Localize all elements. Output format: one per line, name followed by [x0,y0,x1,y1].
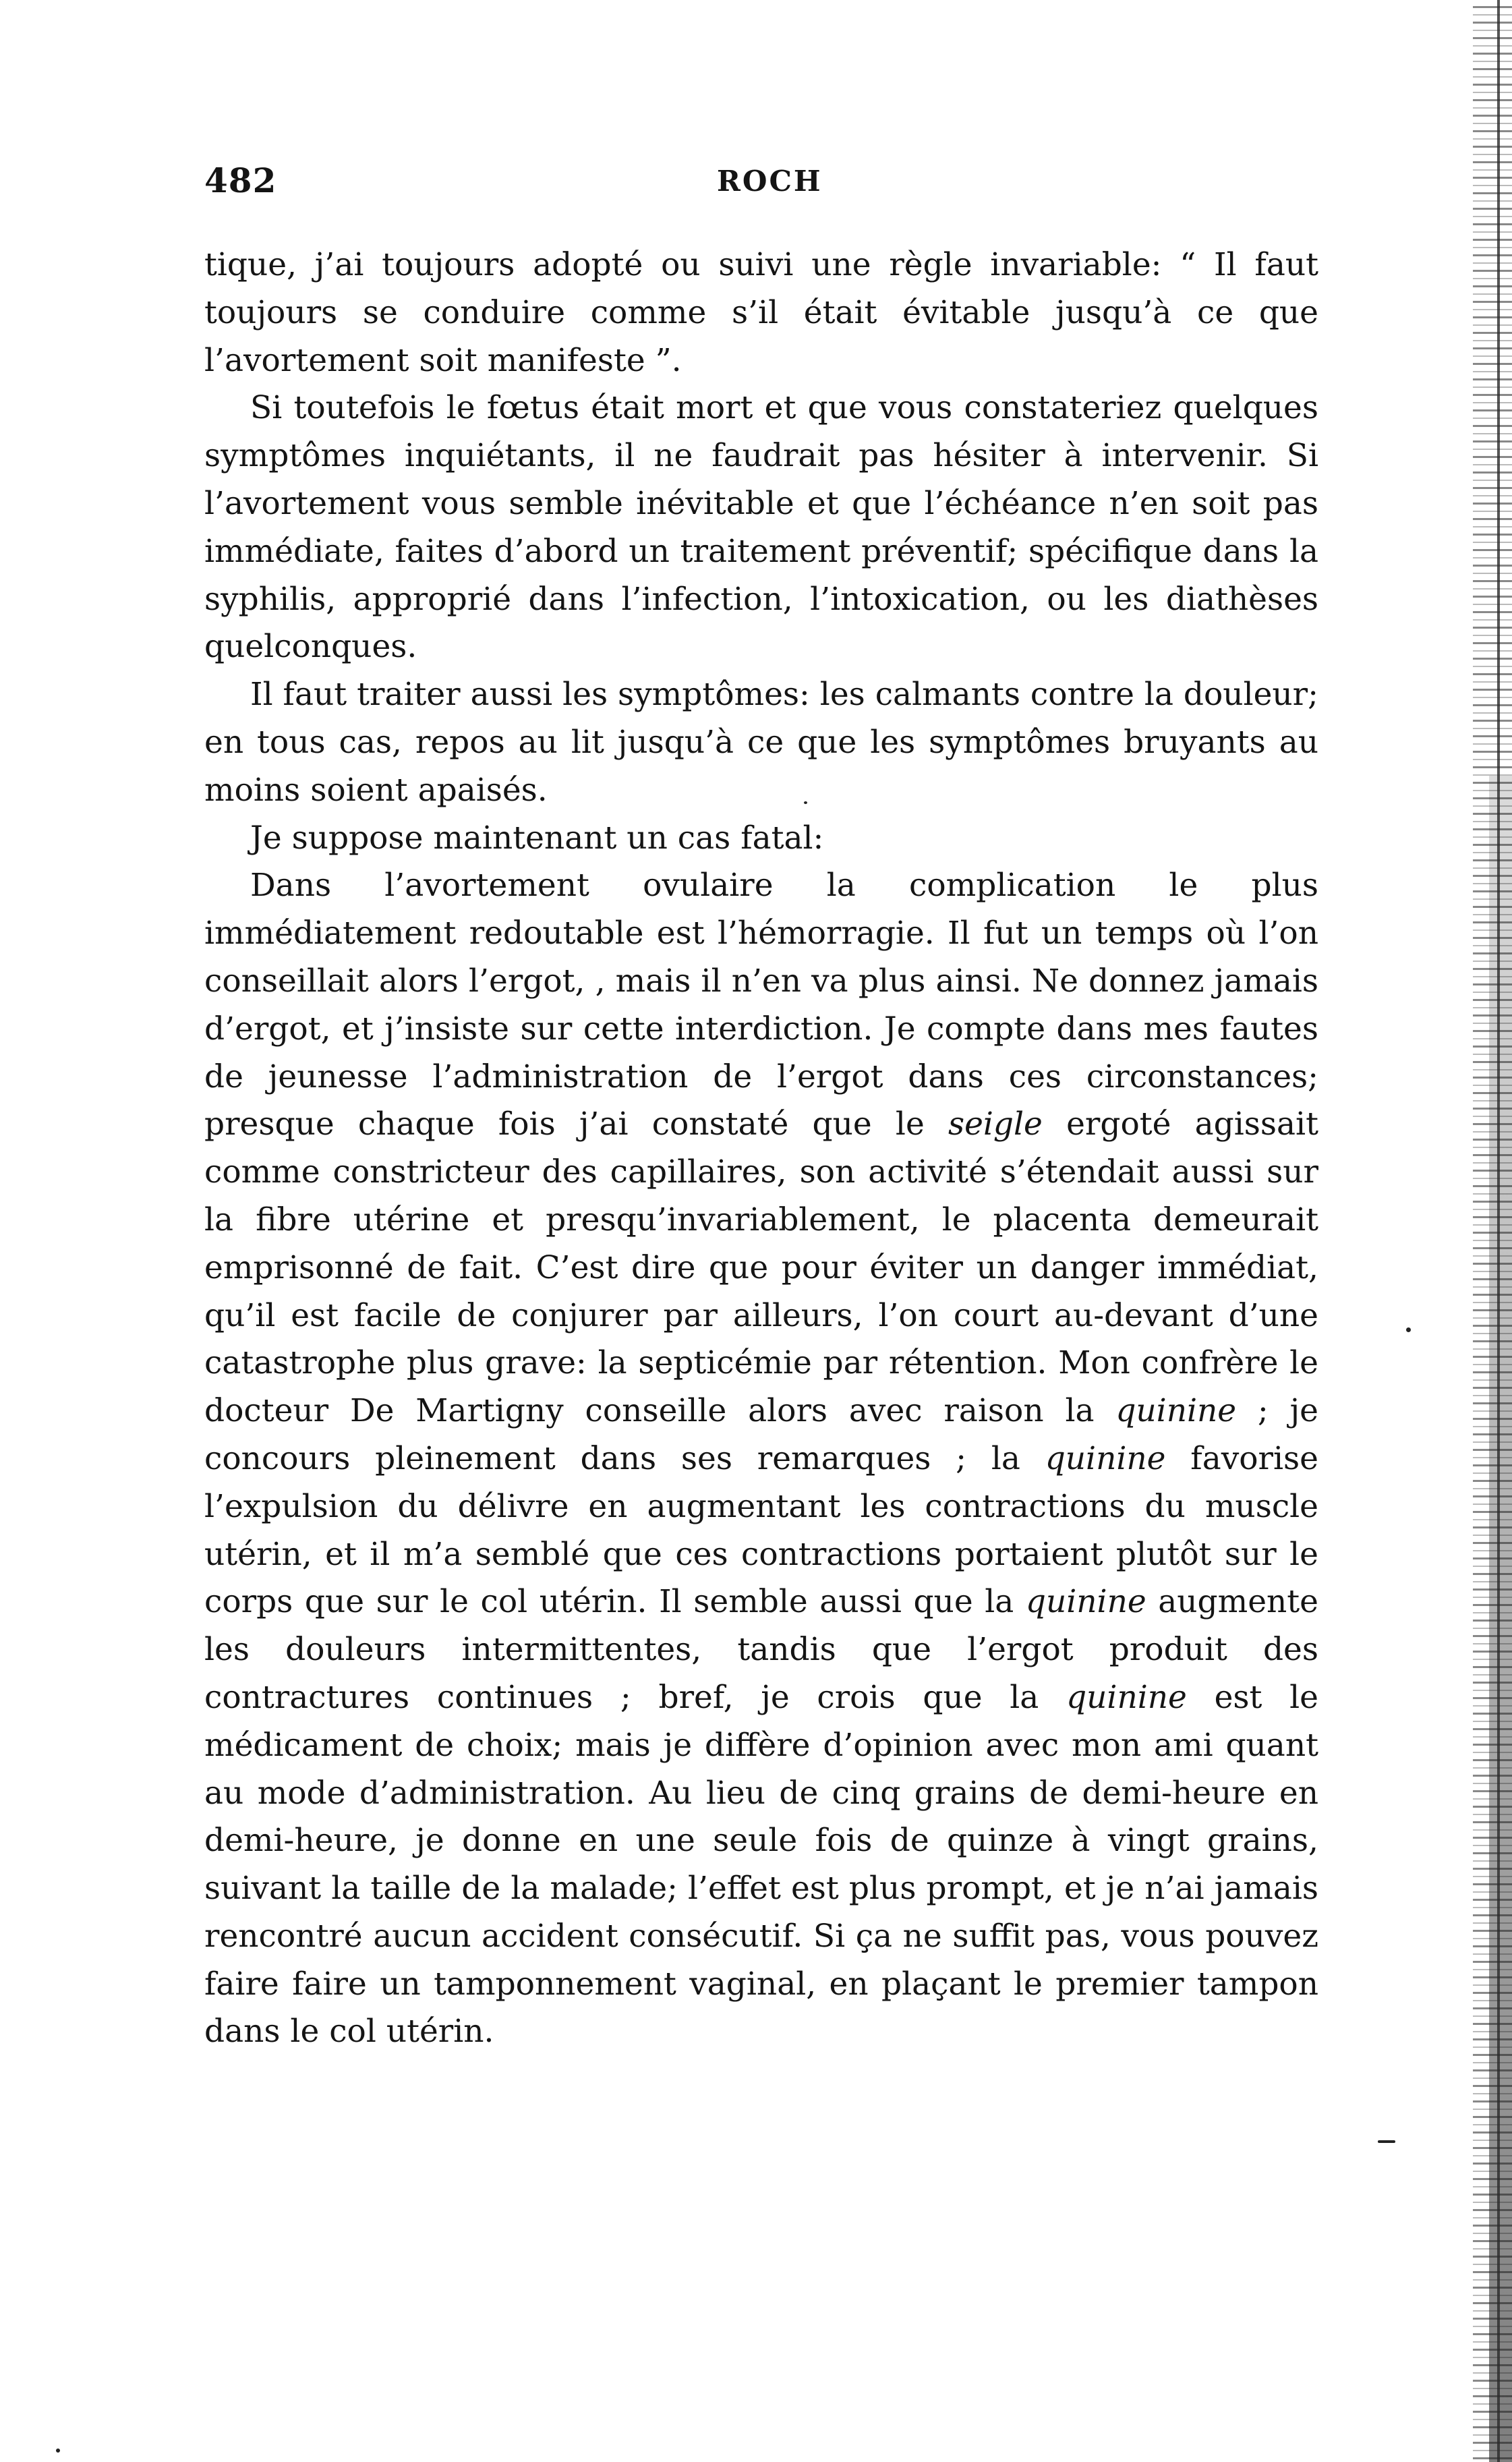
text-run: ; je concours pleinement dans ses remarques ; la [204,1392,1318,1477]
italic-term: quinine [1066,1678,1187,1716]
scan-speck [804,801,807,804]
page-number: 482 [204,161,277,200]
text-run: Si toutefois le fœtus était mort et que vous constateriez quelques symptômes inquiétants, il ne faudrait pas hésiter à intervenir. Si l’avortement vous semble inévitable et que l’échéance n’en soit pas immédiate, faites d’abord un traitement préventif; spécifique dans la syphilis, approprié dans l’infection, l’intoxication, ou les diathèses quelconques. [204,389,1318,666]
scan-speck [56,2449,60,2453]
italic-term: quinine [1115,1392,1237,1430]
italic-term: quinine [1025,1583,1146,1621]
text-run: favorise l’expulsion du délivre en augmentant les contractions du muscle utérin, et il m’a semblé que ces contractions portaient plutôt sur le corps que sur le col utérin. Il semble aussi que la [204,1439,1318,1621]
text-run: ergoté agissait comme constricteur des capillaires, son activité s’étendait aussi sur la fibre utérine et presqu’invariablement, le placenta demeurait emprisonné de fait. C’est dire que pour éviter un danger immédiat, qu’il est facile de conjurer par ailleurs, l’on court au-devant d’une catastrophe plus grave: la septicémie par rétention. Mon confrère le docteur De Martigny conseille alors avec raison la [204,1106,1318,1430]
binding-shadow [1489,776,1512,2462]
text-run: Dans l’avortement ovulaire la complication le plus immédiatement redoutable est l’hémorragie. Il fut un temps où l’on conseillait alors l’ergot, , mais il n’en va plus ainsi. Ne donnez jamais d’ergot, et j’insiste sur cette interdiction. Je compte dans mes fautes de jeunesse l’administration de l’ergot dans ces circonstances; presque chaque fois j’ai constaté que le [204,867,1318,1143]
paragraph [204,241,1318,384]
italic-term: quinine [1045,1439,1166,1477]
text-run: augmente les douleurs intermittentes, tandis que l’ergot produit des contractures continues ; bref, je crois que la [204,1583,1319,1716]
text-run: Il faut traiter aussi les symptômes: les calmants contre la douleur; en tous cas, repos au lit jusqu’à ce que les symptômes bruyants au moins soient apaisés. [204,676,1318,809]
text-run: tique, j’ai toujours adopté ou suivi une règle invariable: “ Il faut toujours se conduire comme s’il était évitable jusqu’à ce que l’avortement soit manifeste ”. [204,246,1318,379]
paragraph [204,384,1318,671]
text-run: est le médicament de choix; mais je diffère d’opinion avec mon ami quant au mode d’administration. Au lieu de cinq grains de demi-heure en demi-heure, je donne en une seule fois de quinze à vingt grains, suivant la taille de la malade; l’effet est plus prompt, et je n’ai jamais rencontré aucun accident consécutif. Si ça ne suffit pas, vous pouvez faire faire un tamponnement vaginal, en plaçant le premier tampon dans le col utérin. [204,1678,1318,2051]
paragraph [204,862,1318,2056]
body-text [204,241,1318,2056]
paragraph [204,815,1318,863]
scan-speck [1378,2140,1395,2143]
binding-line [1497,0,1500,2462]
text-run: Je suppose maintenant un cas fatal: [250,819,824,857]
paragraph [204,671,1318,814]
page-header [204,161,1324,208]
italic-term: seigle [948,1106,1043,1143]
running-head: ROCH [717,165,823,198]
scan-speck [1406,1327,1411,1332]
